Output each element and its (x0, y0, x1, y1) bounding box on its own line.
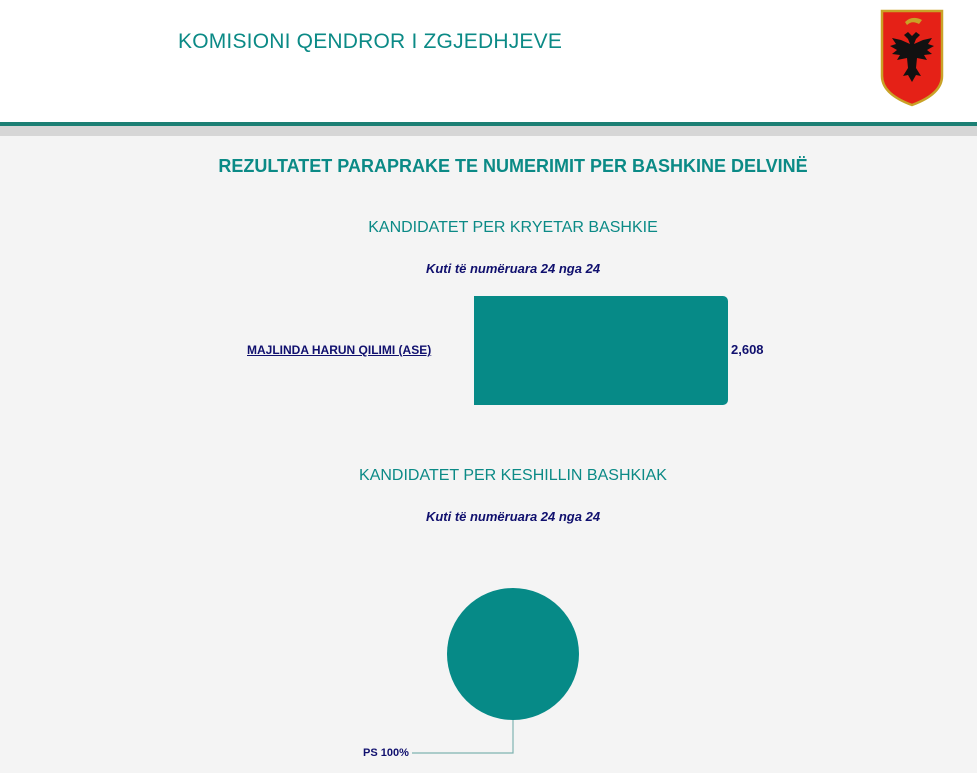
pie-slice-ps[interactable] (447, 588, 579, 720)
candidate-vote-bar[interactable] (474, 296, 728, 405)
pie-label-leader-line (412, 720, 513, 753)
council-pie-chart (0, 560, 977, 773)
council-section-title: KANDIDATET PER KESHILLIN BASHKIAK (359, 467, 667, 484)
mayor-boxes-counted: Kuti të numëruara 24 nga 24 (425, 261, 601, 276)
candidate-link[interactable]: MAJLINDA HARUN QILIMI (ASE) (247, 343, 432, 357)
albanian-coat-of-arms-icon (879, 8, 945, 108)
page-header (0, 0, 977, 122)
header-divider (0, 126, 977, 136)
candidate-vote-count: 2,608 (731, 342, 764, 357)
pie-slice-label: PS 100% (363, 747, 409, 759)
page-title: REZULTATET PARAPRAKE TE NUMERIMIT PER BASHKINE DELVINË (218, 156, 808, 176)
council-boxes-counted: Kuti të numëruara 24 nga 24 (425, 509, 601, 524)
org-title: KOMISIONI QENDROR I ZGJEDHJEVE (178, 30, 563, 53)
mayor-section-title: KANDIDATET PER KRYETAR BASHKIE (368, 219, 658, 236)
